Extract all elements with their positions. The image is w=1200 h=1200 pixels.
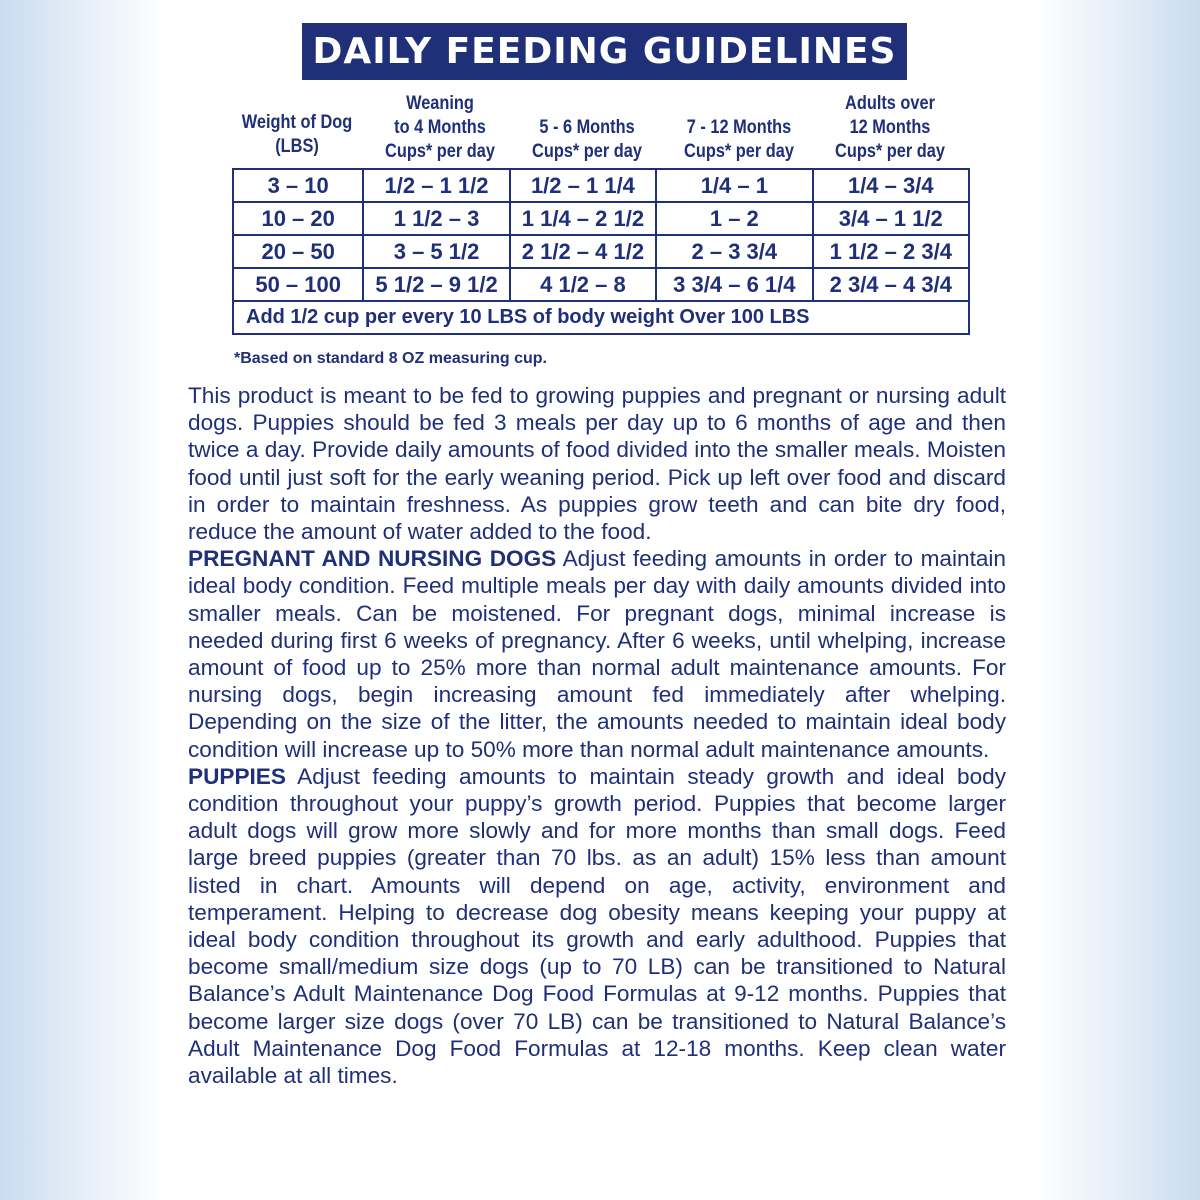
table-cell: 2 3/4 – 4 3/4 [813, 268, 969, 301]
puppies-heading: PUPPIES [188, 763, 286, 789]
header-adults [826, 92, 955, 164]
header-5-6-months [523, 116, 652, 164]
header-line: Weight of Dog [241, 112, 353, 133]
table-cell: 3 3/4 – 6 1/4 [656, 268, 812, 301]
pregnant-text: Adjust feeding amounts in order to maintain ideal body condition. Feed multiple meals per day with daily amounts divided into smaller meals. Can be moistened. For pregnant dogs, minimal increase is needed during first 6 weeks of pregnancy. After 6 weeks, until whelping, increase amount of food up to 25% more than normal adult maintenance amounts. For nursing dogs, begin increasing amount fed immediately after whelping. Depending on the size of the litter, the amounts needed to maintain ideal body condition will increase up to 50% more than normal adult maintenance amounts. [188, 546, 1007, 762]
instructions [188, 382, 1006, 1089]
header-line: Weaning [406, 93, 474, 114]
header-weight [233, 111, 362, 159]
header-line: Cups* per day [684, 141, 794, 162]
table-cell: 1/4 – 3/4 [813, 169, 969, 202]
table-cell: 3/4 – 1 1/2 [813, 202, 969, 235]
header-line: Adults over [845, 93, 935, 114]
page-title: DAILY FEEDING GUIDELINES [302, 23, 907, 80]
header-line: (LBS) [275, 136, 319, 157]
header-line: 5 - 6 Months [539, 117, 635, 138]
header-weaning [376, 92, 505, 164]
table-cell: 1 – 2 [656, 202, 812, 235]
header-7-12-months [675, 116, 804, 164]
footnote: *Based on standard 8 OZ measuring cup. [234, 350, 547, 367]
table-cell: 4 1/2 – 8 [510, 268, 656, 301]
table-cell: 1/2 – 1 1/4 [510, 169, 656, 202]
table-cell: 3 – 5 1/2 [363, 235, 509, 268]
table-cell: 50 – 100 [233, 268, 363, 301]
table-note: Add 1/2 cup per every 10 LBS of body weight Over 100 LBS [233, 301, 969, 334]
header-line: to 4 Months [394, 117, 486, 138]
table-cell: 3 – 10 [233, 169, 363, 202]
header-line: Cups* per day [385, 141, 495, 162]
table-cell: 1 1/4 – 2 1/2 [510, 202, 656, 235]
header-line: 7 - 12 Months [686, 117, 792, 138]
header-line: Cups* per day [532, 141, 642, 162]
table-cell: 20 – 50 [233, 235, 363, 268]
table-cell: 1 1/2 – 3 [363, 202, 509, 235]
table-row [233, 202, 969, 235]
table-cell: 2 1/2 – 4 1/2 [510, 235, 656, 268]
feeding-table [232, 168, 970, 335]
pregnant-paragraph [188, 545, 1006, 763]
header-line: 12 Months [849, 117, 931, 138]
pregnant-heading: PREGNANT AND NURSING DOGS [188, 546, 557, 572]
table-cell: 1 1/2 – 2 3/4 [813, 235, 969, 268]
intro-paragraph: This product is meant to be fed to growing puppies and pregnant or nursing adult dogs. Puppies should be fed 3 meals per day up to 6 months of age and then twice a day. Provide daily amounts of food divided into the smaller meals. Moisten food until just soft for the early weaning period. Pick up left over food and discard in order to maintain freshness. As puppies grow teeth and can bite dry food, reduce the amount of water added to the food. [188, 383, 1006, 545]
table-row [233, 268, 969, 301]
table-cell: 10 – 20 [233, 202, 363, 235]
table-row [233, 169, 969, 202]
table-row [233, 235, 969, 268]
table-cell: 2 – 3 3/4 [656, 235, 812, 268]
puppies-paragraph [188, 763, 1006, 1089]
table-cell: 1/4 – 1 [656, 169, 812, 202]
puppies-text: Adjust feeding amounts to maintain steady growth and ideal body condition throughout your puppy’s growth period. Puppies that become larger adult dogs will grow more slowly and for more months than small dogs. Feed large breed puppies (greater than 70 lbs. as an adult) 15% less than amount listed in chart. Amounts will depend on age, activity, environment and temperament. Helping to decrease dog obesity means keeping your puppy at ideal body condition throughout its growth and early adulthood. Puppies that become small/medium size dogs (up to 70 LB) can be transitioned to Natural Balance’s Adult Maintenance Dog Food Formulas at 9-12 months. Puppies that become larger size dogs (over 70 LB) can be transitioned to Natural Balance’s Adult Maintenance Dog Food Formulas at 12-18 months. Keep clean water available at all times. [188, 763, 1006, 1089]
header-line: Cups* per day [835, 141, 945, 162]
table-cell: 1/2 – 1 1/2 [363, 169, 509, 202]
table-cell: 5 1/2 – 9 1/2 [363, 268, 509, 301]
table-row [233, 301, 969, 334]
